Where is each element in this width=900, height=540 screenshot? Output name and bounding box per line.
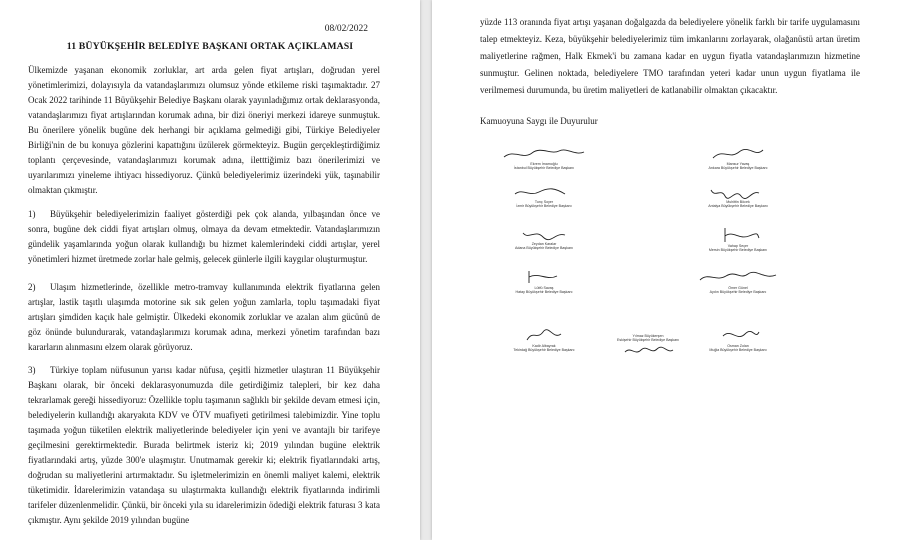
signatory-name: Tunç Soyer <box>534 200 554 204</box>
signatory-title: Tekirdağ Büyükşehir Belediye Başkanı <box>513 348 575 353</box>
signatory-title: Aydın Büyükşehir Belediye Başkanı <box>709 290 767 295</box>
letter-title: 11 BÜYÜKŞEHİR BELEDİYE BAŞKANI ORTAK AÇIKLAMASI <box>66 41 354 52</box>
handwritten-signature <box>499 146 589 162</box>
handwritten-signature <box>499 326 589 344</box>
item-number: 1) <box>28 209 36 219</box>
signatory-title: İstanbul Büyükşehir Belediye Başkanı <box>513 166 575 171</box>
document-page-2 <box>432 0 900 540</box>
continuation-paragraph <box>480 14 860 99</box>
letter-date: 08/02/2022 <box>324 24 368 34</box>
signatory-name: Ömer Günel <box>728 286 748 290</box>
numbered-paragraph-3 <box>28 363 380 528</box>
signatory-title: Mersin Büyükşehir Belediye Başkanı <box>708 248 768 253</box>
item-number: 3) <box>28 365 36 375</box>
intro-text: Ülkemizde yaşanan ekonomik zorluklar, art arda gelen fiyat artışları, doğrudan yerel yönetimlerimizi, dolayısıyla da vatandaşlarımızı olumsuz yönde etkileme riski taşımaktadır. 27 Ocak 2022 tarihinde 11 Büyükşehir Belediye Başkanı olarak yayınladığımız ortak deklarasyonda, vatandaşlarımızı fiyat artışlarından korumak adına, bir dizi öneriyi merkezi idareye sunmuştuk. Bu önerilere yönelik bugüne dek herhangi bir açıklama gelmediği gibi, Türkiye Belediyeler Birliği'nin de bu konuya gözlerini kapattığını üzülerek görmekteyiz. Bugün gerçekleştirdiğimiz toplantı çerçevesinde, vatandaşlarımızı korumak adına, iletttiğimiz bazı önerilerimizi ve uyarılarımızı yineleme ihtiyacı hissediyoruz. Çünkü belediyelerimiz üzerindeki yük, taşınabilir olmaktan çıkmıştır. <box>28 65 380 195</box>
signature-block-3 <box>484 184 604 209</box>
signature-block-8 <box>678 268 798 295</box>
signature-block-1 <box>484 146 604 171</box>
numbered-paragraph-1 <box>28 207 380 267</box>
item-text: Büyükşehir belediyelerimizin faaliyet gösterdiği pek çok alanda, yılbaşından önce ve sonra, bugüne dek ciddi fiyat artışları olmuş, olmaya da devam etmektedir. Vatandaşlarımızın gündelik yaşamlarında yoğun olarak kullandığı bu hizmet kalemlerindeki ciddi artışlar, yerel yönetimleri hizmet üretmede zorlar hale gelmiş, gelecek günlerle ilgili kaygılar oluşturmuştur. <box>28 209 380 264</box>
signature-block-4 <box>678 184 798 209</box>
numbered-paragraph-2 <box>28 280 380 355</box>
signatory-name: Yılmaz Büyükerşen <box>632 334 664 338</box>
signature-block-6 <box>678 226 798 253</box>
signatory-name: Lütfü Savaş <box>534 286 554 290</box>
handwritten-signature <box>693 326 783 344</box>
item-text: Ulaşım hizmetlerinde, özellikle metro-tramvay kullanımında elektrik fiyatlarına gelen artışlar, lastik taşıtlı ulaşımda motorine sık sık gelen yoğun zamlarla, toplu taşımadaki fiyat artışları şimdiden kaçık hale gelmiştir. Ülkedeki ekonomik zorluklar ve azalan alım gücünü de göz önünde bulundurarak, vatandaşlarımızı korumak adına, merkezi yönetim tarafından bazı kararların alınmasını elzem olarak görüyoruz. <box>28 282 380 352</box>
handwritten-signature <box>499 184 589 200</box>
signatory-title: Adana Büyükşehir Belediye Başkanı <box>515 246 573 251</box>
handwritten-signature <box>499 268 589 286</box>
signatory-title: Eskişehir Büyükşehir Belediye Başkanı <box>616 338 680 343</box>
signatory-name: Mansur Yavaş <box>726 162 750 166</box>
closing-line: Kamuoyuna Saygı ile Duyurulur <box>480 116 598 126</box>
signatory-name: Vahap Seçer <box>727 244 749 248</box>
signatory-name: Muhittin Böcek <box>726 200 750 204</box>
item-text: Türkiye toplam nüfusunun yarısı kadar nüfusa, çeşitli hizmetler ulaştıran 11 Büyükşehir Başkanı olarak, bir önceki deklarasyonumuzda dile getirdiğimiz talepleri, bir kez daha tekrarlamak gereği hissediyoruz: Özellikle toplu taşımanın sağlıklı bir şekilde devam etmesi için, belediyelerin kullandığı akaryakıta KDV ve ÖTV muafiyeti getirilmesi talebimizdir. Yine toplu taşımada yoğun tüketilen elektrik maliyetlerinde belediyeler için yeni ve avantajlı bir tarifeye geçilmesini gerektirmektedir. Burada belirtmek isteriz ki; 2019 yılından bugüne elektrik fiyatlarındaki artış, yüzde 300'e ulaşmıştır. Unutmamak gerekir ki; elektrik fiyatlarındaki artış, doğrudan su maliyetlerini artırmaktadır. Su işletmelerimizin en önemli maliyet kalemi, elektrik tüketimidir. İdarelerimizin vatandaşa su ulaştırmakta kullandığı elektrik fiyatlarında indirimli tarifeler düzenlenmelidir. Çünkü, bir önceki yıla su idarelerimizin ödediği elektrik faturası 3 kata çıkmıştır. Aynı şekilde 2019 yılından bugüne <box>28 365 380 525</box>
signatory-name: Zeydan Karalar <box>531 242 557 246</box>
document-page-1 <box>0 0 420 540</box>
signatory-title: Antalya Büyükşehir Belediye Başkanı <box>708 204 768 209</box>
signatory-name: Kadir Albayrak <box>532 344 556 348</box>
signatory-title: Hatay Büyükşehir Belediye Başkanı <box>515 290 573 295</box>
item-number: 2) <box>28 282 36 292</box>
signatory-title: Muğla Büyükşehir Belediye Başkanı <box>709 348 767 353</box>
signature-block-5 <box>484 226 604 251</box>
handwritten-signature <box>693 184 783 200</box>
signature-block-11 <box>678 326 798 353</box>
signatory-title: İzmir Büyükşehir Belediye Başkanı <box>516 204 572 209</box>
handwritten-signature <box>693 146 783 162</box>
signatory-title: Ankara Büyükşehir Belediye Başkanı <box>708 166 768 171</box>
signatory-name: Ekrem İmamoğlu <box>530 162 558 166</box>
signature-block-7 <box>484 268 604 295</box>
handwritten-signature <box>688 268 788 286</box>
signatory-name: Osman Zolan <box>727 344 749 348</box>
intro-paragraph <box>28 63 380 198</box>
handwritten-signature <box>499 226 589 242</box>
continuation-text: yüzde 113 oranında fiyat artışı yaşanan doğalgazda da belediyelere yönelik farklı bir tarife uygulamasını talep etmekteyiz. Keza, büyükşehir belediyelerimiz tüm imkanlarını zorlayarak, olağanüstü artan üretim maliyetlerine rağmen, Halk Ekmek'i bu zamana kadar en uygun fiyatla vatandaşlarımızın hizmetine sunmuştur. Gelinen noktada, belediyelere TMO tarafından yeteri kadar unun uygun fiyatlama ile verilmemesi durumunda, bu üretim maliyetleri de katlanabilir olmaktan çıkacaktır. <box>480 17 860 95</box>
handwritten-signature <box>693 226 783 244</box>
signature-block-2 <box>678 146 798 171</box>
signature-block-9 <box>484 326 604 353</box>
